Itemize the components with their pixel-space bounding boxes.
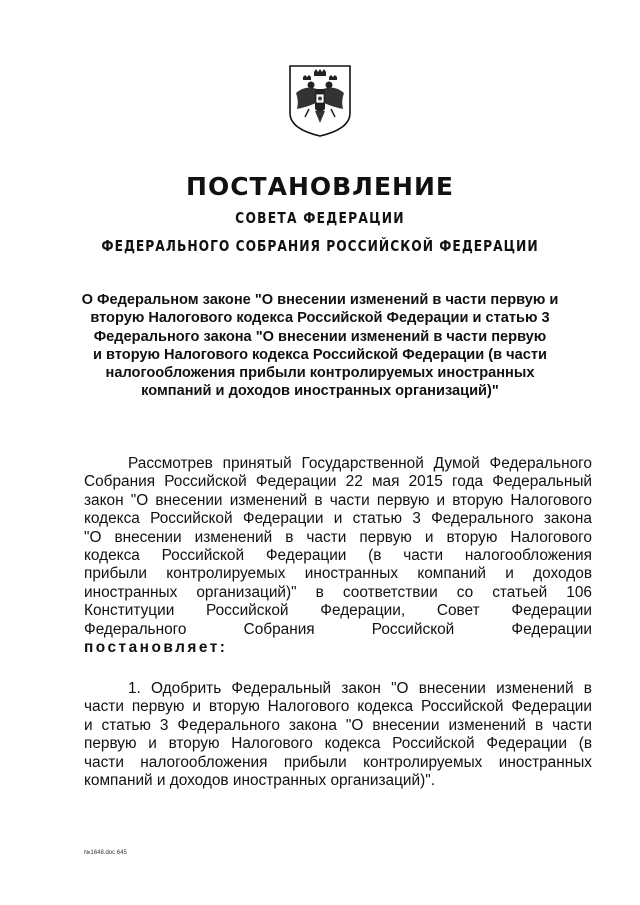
paragraph-line: Собрания Российской Федерации 22 мая 2015 года Федеральный	[84, 473, 592, 491]
paragraph-line: "О внесении изменений в части первую и вторую Налогового	[84, 528, 592, 546]
document-number: №1648.doc 645	[84, 850, 127, 856]
paragraph-line: иностранных организаций)" в соответствии со статьей 106	[84, 583, 592, 601]
paragraph-line: компаний и доходов иностранных организаций)".	[84, 772, 435, 790]
paragraph-line: Конституции Российской Федерации, Совет Федерации	[84, 602, 592, 620]
issuer-line-2: ФЕДЕРАЛЬНОГО СОБРАНИЯ РОССИЙСКОЙ ФЕДЕРАЦИИ	[101, 237, 539, 255]
issuer-line-1: СОВЕТА ФЕДЕРАЦИИ	[235, 209, 405, 227]
paragraph-line: 1. Одобрить Федеральный закон "О внесении изменений в	[128, 680, 592, 697]
paragraph-line: части первую и вторую Налогового кодекса Российской Федерации	[84, 698, 592, 716]
subject-line: вторую Налогового кодекса Российской Федерации и статью 3	[90, 310, 550, 327]
subject-line: налогообложения прибыли контролируемых иностранных	[105, 365, 535, 382]
subject-line: Федерального закона "О внесении изменений в части первую	[93, 328, 547, 345]
russian-coat-of-arms-icon	[287, 63, 353, 139]
paragraph-line: части налогообложения прибыли контролируемых иностранных	[84, 753, 592, 771]
paragraph-line: прибыли контролируемых иностранных компаний и доходов	[84, 565, 592, 583]
paragraph-line: первую и вторую Налогового кодекса Российской Федерации (в	[84, 735, 592, 753]
resolves-word: постановляет:	[84, 639, 228, 657]
paragraph-line: Федерального Собрания Российской Федерации	[84, 620, 592, 638]
subject-line: О Федеральном законе "О внесении изменений в части первую и	[81, 292, 559, 308]
preamble-paragraph	[84, 455, 592, 657]
paragraph-line: и статью 3 Федерального закона "О внесении изменений в части	[84, 716, 592, 734]
paragraph-line: Рассмотрев принятый Государственной Думой Федерального	[128, 455, 592, 472]
paragraph-line: кодекса Российской Федерации и статью 3 Федерального закона	[84, 510, 592, 528]
paragraph-line: закон "О внесении изменений в части первую и вторую Налогового	[84, 491, 592, 509]
subject-line: и вторую Налогового кодекса Российской Федерации (в части	[93, 346, 547, 363]
document-title: ПОСТАНОВЛЕНИЕ	[186, 172, 454, 201]
resolution-subject	[60, 291, 580, 401]
paragraph-line: кодекса Российской Федерации (в части налогообложения	[84, 547, 592, 565]
subject-line: компаний и доходов иностранных организаций)"	[141, 383, 499, 400]
resolution-item-1	[84, 680, 592, 790]
